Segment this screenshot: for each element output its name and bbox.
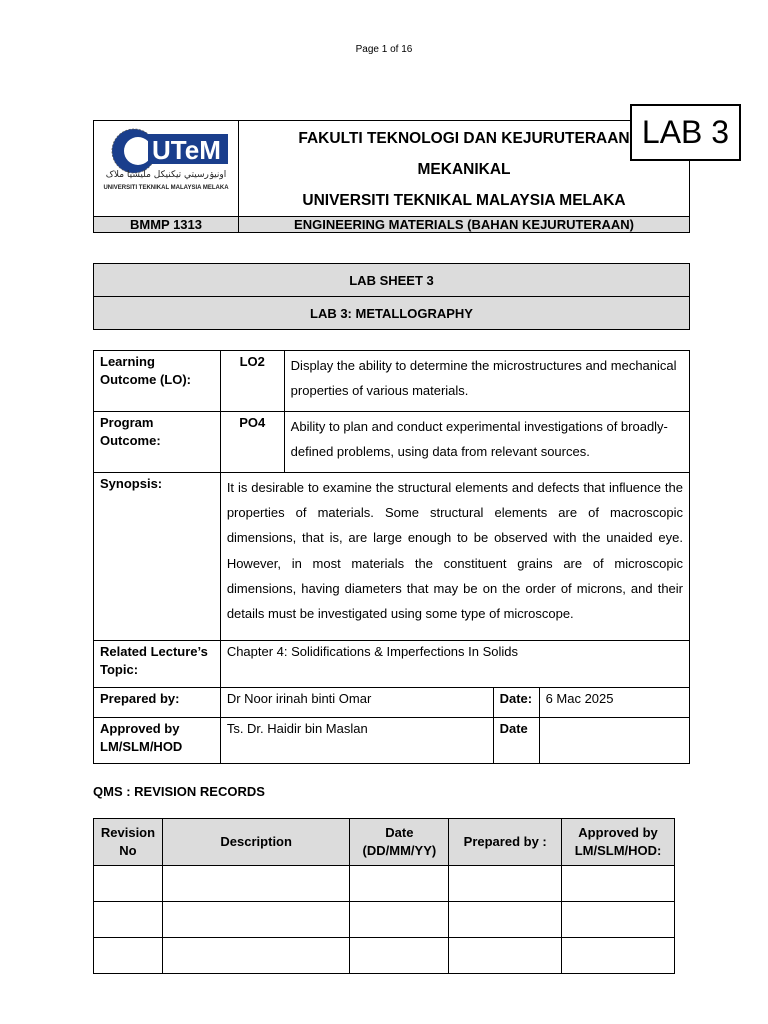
logo-wordmark: UTeM: [152, 135, 221, 165]
lab-sheet-subtitle: LAB 3: METALLOGRAPHY: [94, 297, 690, 330]
synopsis-text: It is desirable to examine the structural elements and defects that influence the properties of materials. Some structural elements are of macroscopic dimensions, that is, are large enough to be observed with the unaided eye. However, in most materials the constituent grains are of microscopic dimensions, having diameters that may be on the order of microns, and their details must be investigated using some type of microscope.: [220, 473, 689, 641]
header-table: [93, 120, 690, 233]
po-code: PO4: [220, 412, 284, 473]
synopsis-label: Synopsis:: [94, 473, 221, 641]
faculty-name-line2: MEKANIKAL: [417, 161, 511, 178]
topic-label: Related Lecture’s Topic:: [94, 641, 221, 688]
university-name: UNIVERSITI TEKNIKAL MALAYSIA MELAKA: [302, 192, 626, 209]
po-label: Program Outcome:: [94, 412, 221, 473]
topic-text: Chapter 4: Solidifications & Imperfections In Solids: [220, 641, 689, 688]
approved-date-label: Date: [493, 718, 539, 764]
utem-logo-graphic: [94, 121, 238, 212]
outcomes-table: [93, 350, 690, 764]
lab-sheet-table: [93, 263, 690, 330]
prepared-name: Dr Noor irinah binti Omar: [220, 688, 493, 718]
logo-caption: UNIVERSITI TEKNIKAL MALAYSIA MELAKA: [103, 185, 229, 191]
approved-label: Approved by LM/SLM/HOD: [94, 718, 221, 764]
table-row: [94, 938, 675, 974]
page-number: Page 1 of 16: [355, 44, 413, 55]
prepared-label: Prepared by:: [94, 688, 221, 718]
po-text: Ability to plan and conduct experimental investigations of broadly-defined problems, using data from relevant sources.: [284, 412, 689, 473]
qms-title: QMS : REVISION RECORDS: [93, 784, 265, 799]
lo-label: Learning Outcome (LO):: [94, 351, 221, 412]
faculty-block: [239, 121, 690, 217]
col-revision-no: Revision No: [94, 819, 163, 866]
course-code: BMMP 1313: [94, 217, 239, 233]
col-date: Date (DD/MM/YY): [350, 819, 449, 866]
col-approved-by: Approved by LM/SLM/HOD:: [562, 819, 675, 866]
approved-date-value: [539, 718, 689, 764]
lab-tag: LAB 3: [630, 104, 741, 161]
lo-code: LO2: [220, 351, 284, 412]
date-label: Date:: [493, 688, 539, 718]
faculty-name-line1: FAKULTI TEKNOLOGI DAN KEJURUTERAAN: [298, 130, 630, 147]
course-name: ENGINEERING MATERIALS (BAHAN KEJURUTERAAN): [239, 217, 690, 233]
approved-name: Ts. Dr. Haidir bin Maslan: [220, 718, 493, 764]
lo-text: Display the ability to determine the microstructures and mechanical properties of various materials.: [284, 351, 689, 412]
logo-jawi: اونيۏرسيتي تيکنيکل مليسيا ملاک: [105, 170, 227, 180]
utem-logo: [94, 121, 239, 217]
table-row: [94, 866, 675, 902]
table-row: [94, 902, 675, 938]
col-prepared-by: Prepared by :: [449, 819, 562, 866]
col-description: Description: [162, 819, 350, 866]
date-value: 6 Mac 2025: [539, 688, 689, 718]
lab-sheet-title: LAB SHEET 3: [94, 264, 690, 297]
revision-table: [93, 818, 675, 974]
